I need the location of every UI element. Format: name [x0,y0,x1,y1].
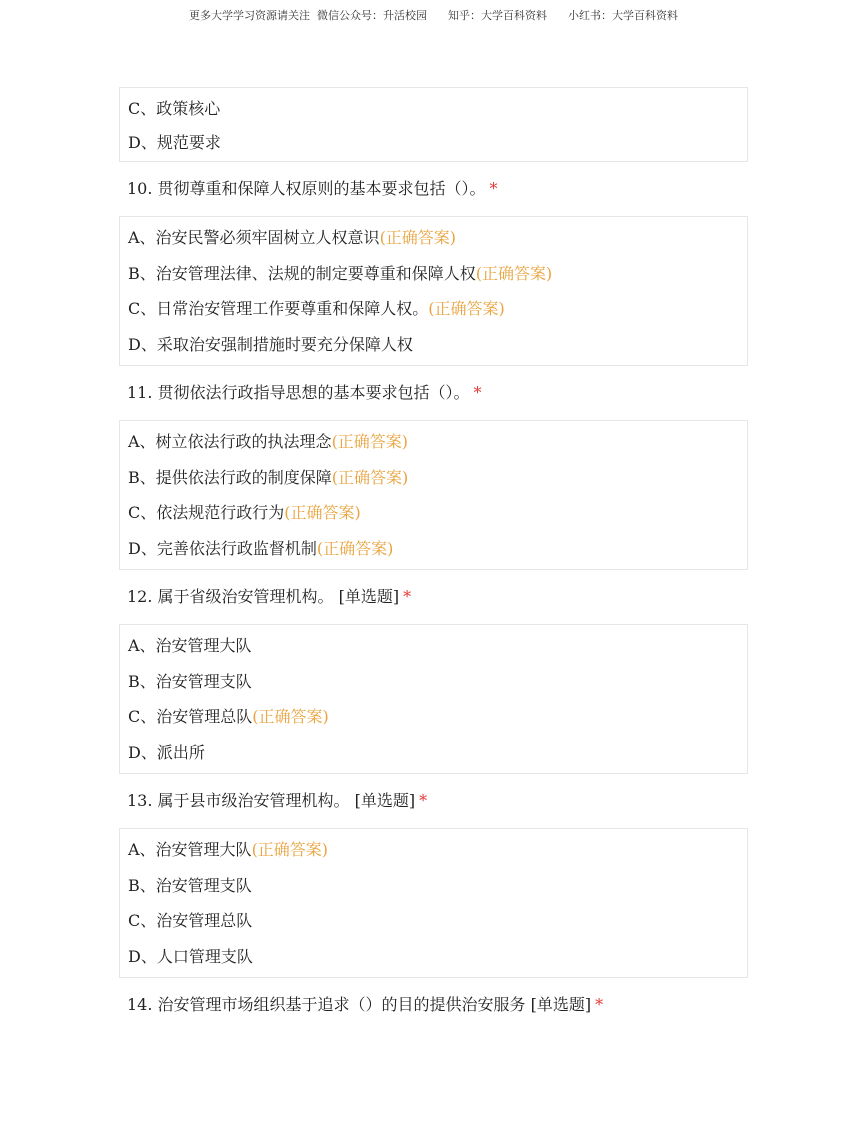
option-item [128,92,747,126]
correct-answer-label: (正确答案) [331,432,409,451]
option-item [128,735,747,771]
option-text: D、派出所 [128,742,205,762]
question-text: 14. 治安管理市场组织基于追求（）的目的提供治安服务 [单选题] [127,995,592,1014]
correct-answer-label: (正确答案) [252,707,329,726]
required-mark: * [403,587,412,606]
question-title [119,162,748,216]
option-item [128,460,747,496]
option-item [128,903,747,939]
question-title [119,366,748,420]
option-text: B、提供依法行政的制度保障 [128,467,332,487]
option-item [128,531,747,567]
option-item [128,699,747,735]
option-text: C、政策核心 [128,99,221,118]
option-item [128,327,747,363]
question-title [119,978,748,1032]
question-title [119,570,748,624]
correct-answer-label: (正确答案) [379,228,457,247]
option-text: C、治安管理总队 [128,911,253,930]
correct-answer-label: (正确答案) [316,538,394,558]
option-item [128,495,747,531]
option-text: C、日常治安管理工作要尊重和保障人权。 [128,299,429,318]
option-item [128,664,747,700]
option-item [128,628,747,664]
option-text: A、树立依法行政的执法理念 [128,432,332,451]
correct-answer-label: (正确答案) [284,503,361,522]
option-item [128,868,747,904]
page-header: 更多大学学习资源请关注 微信公众号：升活校园 知乎：大学百科资料 小红书：大学百科资料 [189,9,678,22]
option-text: B、治安管理支队 [128,671,252,691]
option-item [128,291,747,327]
required-mark: * [419,791,428,810]
option-text: B、治安管理法律、法规的制定要尊重和保障人权 [128,263,476,283]
correct-answer-label: (正确答案) [331,467,409,487]
option-item [128,256,747,292]
option-item [128,939,747,975]
option-box [119,87,748,162]
question-list [119,87,748,1032]
option-item [128,126,747,160]
option-item [128,220,747,256]
option-text: B、治安管理支队 [128,875,252,895]
option-box [119,828,748,978]
option-box [119,420,748,570]
required-mark: * [489,179,498,198]
option-box [119,216,748,366]
option-text: D、采取治安强制措施时要充分保障人权 [128,334,413,354]
option-text: A、治安民警必须牢固树立人权意识 [128,228,380,247]
option-text: D、规范要求 [128,133,221,152]
question-title [119,774,748,828]
question-text: 12. 属于省级治安管理机构。 [单选题] [127,587,400,606]
question-text: 10. 贯彻尊重和保障人权原则的基本要求包括（）。 [127,179,486,198]
option-item [128,424,747,460]
required-mark: * [473,383,482,402]
correct-answer-label: (正确答案) [475,263,553,283]
option-box [119,624,748,774]
question-text: 11. 贯彻依法行政指导思想的基本要求包括（）。 [127,383,470,402]
correct-answer-label: (正确答案) [428,299,505,318]
required-mark: * [595,995,604,1014]
correct-answer-label: (正确答案) [251,840,329,859]
option-text: D、完善依法行政监督机制 [128,538,317,558]
option-text: A、治安管理大队 [128,840,252,859]
question-text: 13. 属于县市级治安管理机构。 [单选题] [127,791,416,810]
option-text: A、治安管理大队 [128,636,252,655]
option-text: D、人口管理支队 [128,946,253,966]
option-text: C、依法规范行政行为 [128,503,285,522]
option-item [128,832,747,868]
option-text: C、治安管理总队 [128,707,253,726]
